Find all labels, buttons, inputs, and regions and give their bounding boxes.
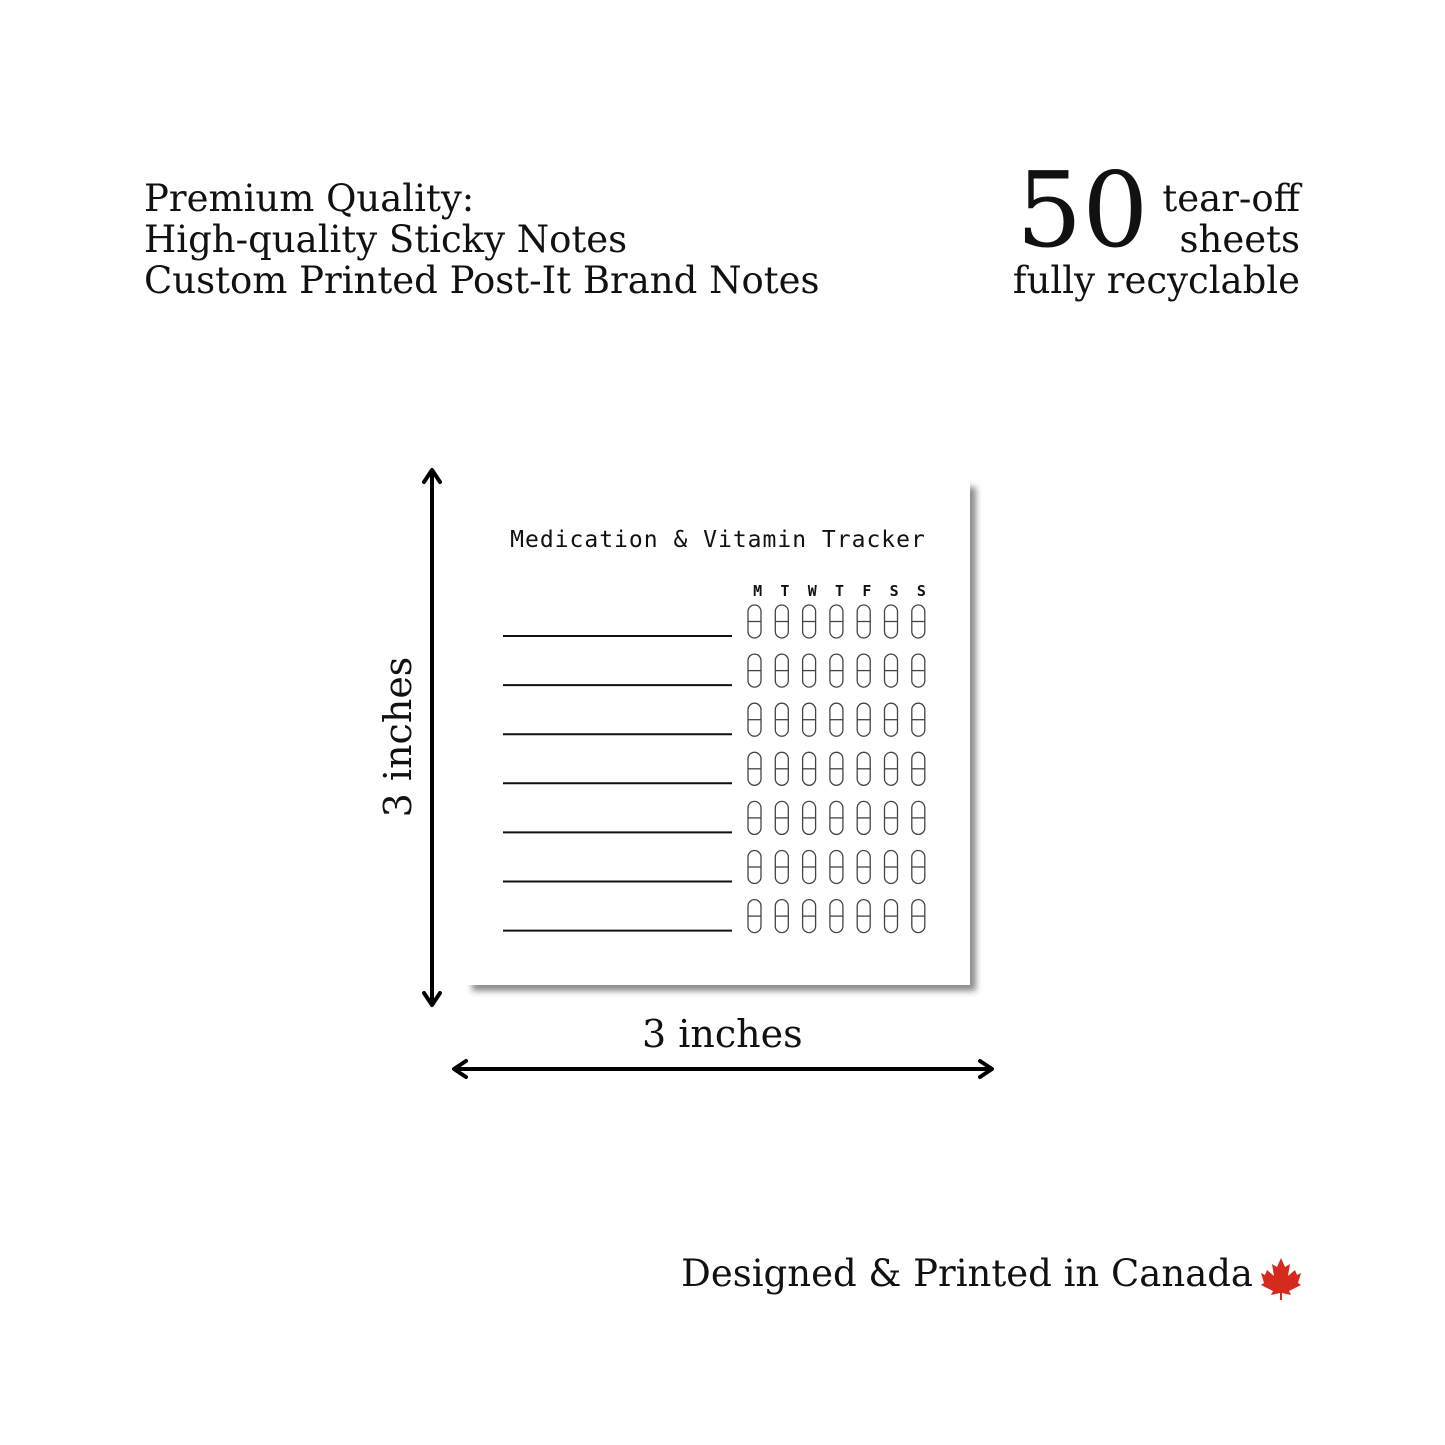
- day-label-sat: S: [889, 582, 899, 600]
- footer-made-in-canada: Designed & Printed in Canada: [681, 1252, 1253, 1295]
- sheet-label-bottom: sheets: [1179, 218, 1300, 261]
- height-label: 3 inches: [376, 656, 420, 818]
- recyclable-label: fully recyclable: [1012, 259, 1300, 302]
- day-label-wed: W: [807, 582, 817, 600]
- tracker-rows: [503, 605, 925, 933]
- day-label-thu: T: [835, 582, 845, 600]
- note-title: Medication & Vitamin Tracker: [510, 527, 926, 553]
- maple-leaf-icon: [1261, 1258, 1301, 1300]
- day-label-fri: F: [862, 582, 872, 600]
- feature-line-1: Premium Quality:: [144, 177, 475, 220]
- day-label-mon: M: [753, 582, 763, 600]
- feature-line-2: High-quality Sticky Notes: [144, 218, 628, 261]
- sheet-count: 50: [1016, 149, 1149, 271]
- day-label-tue: T: [780, 582, 790, 600]
- feature-line-3: Custom Printed Post-It Brand Notes: [144, 259, 820, 302]
- width-arrow: [454, 1061, 992, 1077]
- width-label: 3 inches: [642, 1012, 803, 1056]
- height-arrow: [424, 470, 440, 1005]
- day-label-sun: S: [916, 582, 926, 600]
- sheet-label-top: tear-off: [1162, 177, 1300, 220]
